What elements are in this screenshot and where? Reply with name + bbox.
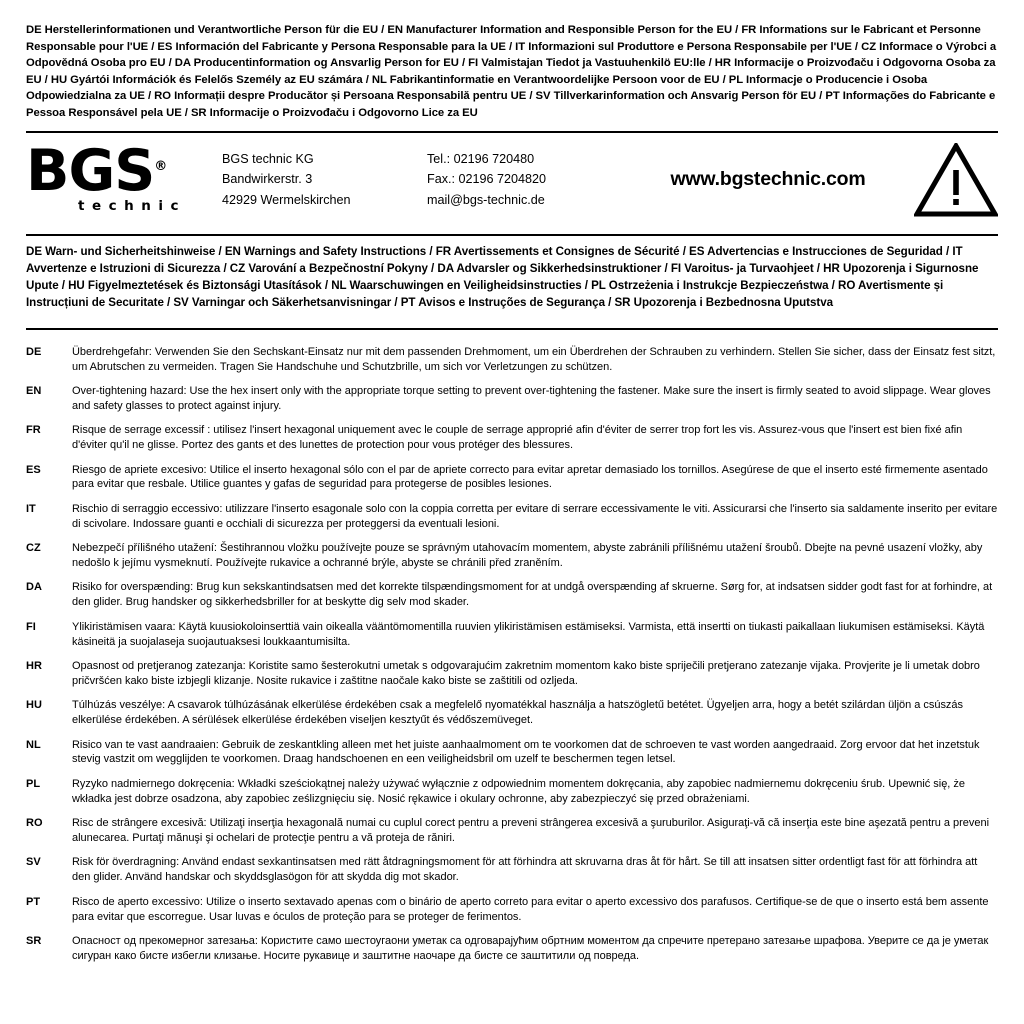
warning-row [26, 777, 998, 807]
company-street: Bandwirkerstr. 3 [222, 172, 313, 187]
warning-text: Risco de aperto excessivo: Utilize o inserto sextavado apenas com o binário de aperto correto para evitar o aperto excessivo dos parafusos. Certifique-se de que o inserto está bem assente para evitar que escorregue. Usar luvas e óculos de proteção para se proteger de ferimentos. [72, 895, 989, 923]
language-code: CZ [26, 542, 41, 555]
company-city: 42929 Wermelskirchen [222, 192, 351, 207]
warning-row [26, 423, 998, 453]
warning-text: Risk för överdragning: Använd endast sexkantinsatsen med rätt åtdragningsmoment för att förhindra att skruvarna dras åt för hårt. Se till att insatsen sitter ordentligt fast för att förhindra att den glider. Använd handskar och skyddsglasögon för att skydda dig mot skador. [72, 856, 978, 884]
language-code: SV [26, 856, 41, 869]
warning-text: Rischio di serraggio eccessivo: utilizzare l'inserto esagonale solo con la coppia corretta per evitare di serrare eccessivamente le viti. Assicurarsi che l'inserto sia saldamente inserito per evitare di scivolare. Indossare guanti e occhiali di sicurezza per proteggersi da eventuali lesioni. [72, 502, 998, 530]
warning-text: Riesgo de apriete excesivo: Utilice el inserto hexagonal sólo con el par de apriete correcto para evitar apretar demasiado los tornillos. Asegúrese de que el inserto esté firmemente asentado para evitar que resbale. Utilice guantes y gafas de seguridad para protegerse de posibles lesiones. [72, 463, 988, 491]
registered-trademark-icon: ® [154, 158, 167, 174]
section-title-warnings: DE Warn- und Sicherheitshinweise / EN Warnings and Safety Instructions / FR Avertissements et Consignes de Sécurité / ES Advertencias e Instrucciones de Seguridad / IT Avvertenze e Istruzioni di Sicurezza / CZ Varování a Bezpečnostní Pokyny / DA Advarsler og Sikkerhedsinstruktioner / FI Varoitus- ja Turvaohjeet / HR Upozorenja i Sigurnosne Upute / HU Figyelmeztetések és Biztonsági Utasítások / NL Waarschuwingen en Veiligheidsinstructies / PL Ostrzeżenia i Instrukcje Bezpieczeństwa / RO Avertismente și Instrucțiuni de Securitate / SV Varningar och Säkerhetsanvisningar / PT Avisos e Instruções de Segurança / SR Upozorenja i Bezbednosna Uputstva [26, 244, 979, 309]
language-code: IT [26, 502, 36, 515]
warning-row [26, 698, 998, 728]
warning-row [26, 580, 998, 610]
language-code: EN [26, 384, 42, 397]
warning-row [26, 620, 998, 650]
language-code: RO [26, 817, 43, 830]
warning-row [26, 345, 998, 375]
warning-text: Ryzyko nadmiernego dokręcenia: Wkładki sześciokątnej należy używać wyłącznie z odpowiednim momentem dokręcania, aby zapobiec nadmiernemu dokręceniu śrub. Upewnić się, że wkładka jest dobrze osadzona, aby zapobiec ześlizgnięciu się. Nosić rękawice i okulary ochronne, aby zabezpieczyć się przed obrażeniami. [72, 777, 965, 805]
bgs-logo [26, 137, 222, 215]
warning-text: Risiko for overspænding: Brug kun sekskantindsatsen med det korrekte tilspændingsmoment for at undgå overspænding af skruerne. Sørg for, at indsatsen sidder godt fast for at forhindre, at den glider. Brug handsker og sikkerhedsbriller for at beskytte dig selv mod skader. [72, 581, 993, 609]
warning-text: Risico van te vast aandraaien: Gebruik de zeskantkling alleen met het juiste aanhaalmoment om te voorkomen dat de schroeven te vast worden aangedraaid. Zorg ervoor dat het inzetstuk stevig vastzit om wegglijden te voorkomen. Draag handschoenen en een veiligheidsbril om uzelf te beschermen tegen letsel. [72, 738, 980, 766]
language-code: PT [26, 895, 41, 908]
company-contact [427, 149, 642, 211]
bgs-logo-wordmark [26, 137, 222, 204]
bgs-logo-text: BGS [26, 137, 155, 204]
language-code: DA [26, 581, 42, 594]
manufacturer-info-header: DE Herstellerinformationen und Verantwortliche Person für die EU / EN Manufacturer Information and Responsible Person for the EU / FR Informations sur le Fabricant et Personne Responsable pour l'UE / ES Información del Fabricante y Persona Responsable para la UE / IT Informazioni sul Produttore e Persona Responsabile per l'UE / CZ Informace o Výrobci a Odpovědná Osoba pro EU / DA Producentinformation og Ansvarlig Person for EU / FI Valmistajan Tiedot ja Vastuuhenkilö EU:lle / HR Informacije o Proizvođaču i Odgovorna Osoba za EU / HU Gyártói Információk és Felelős Személy az EU számára / NL Fabrikantinformatie en Verantwoordelijke Persoon voor de EU / PL Informacje o Producencie i Osoba Odpowiedzialna za UE / RO Informații despre Producător și Persoana Responsabilă pentru UE / SV Tillverkarinformation och Ansvarig Person för EU / PT Informações do Fabricante e Pessoa Responsável pela UE / SR Informacije o Proizvođaču i Odgovorno Lice za EU [26, 24, 997, 119]
company-name: BGS technic KG [222, 151, 314, 166]
warning-row [26, 541, 998, 571]
company-fax: Fax.: 02196 7204820 [427, 172, 547, 187]
warning-text: Nebezpečí přílišného utažení: Šestihrannou vložku používejte pouze se správným utahovacím momentem, abyste zabránili přílišnému utažení šroubů. Dbejte na pevné usazení vložky, aby nedošlo k jejímu vysmeknutí. Používejte rukavice a ochranné brýle, abyste se chránili před zraněním. [72, 542, 983, 569]
company-information-band [26, 133, 998, 225]
warning-text: Opasnost od pretjeranog zatezanja: Koristite samo šesterokutni umetak s odgovarajućim zakretnim momentom kako biste spriječili pretjerano zatezanje vijaka. Provjerite je li umetak dobro pričvršćen kako biste izbjegli klizanje. Nosite rukavice i zaštitne naočale kako biste se zaštitili od ozljeda. [72, 659, 980, 687]
language-code: HR [26, 659, 42, 672]
warning-row [26, 659, 998, 689]
warning-triangle-wrap [912, 143, 998, 217]
language-code: ES [26, 463, 41, 476]
language-code: FR [26, 424, 41, 437]
warning-row [26, 855, 998, 885]
warning-text: Опасност од прекомерног затезања: Користите само шестоугаони уметак са одговарајућим обртним моментом да спречите претерано затезање шрафова. Уверите се да је уметак сигуран како бисте избегли клизање. Носите рукавице и заштитне наочаре да бисте се заштитили од повреда. [72, 934, 989, 962]
language-code: HU [26, 699, 42, 712]
company-website[interactable]: www.bgstechnic.com [670, 168, 866, 191]
warning-row [26, 384, 998, 414]
warning-text: Ylikiristämisen vaara: Käytä kuusiokoloinserttiä vain oikealla vääntömomentilla ruuvien ylikiristämisen estämiseksi. Varmista, että insertti on tiukasti paikallaan liukumisen estämiseksi. Käytä käsineitä ja suojalaseja suojautuaksesi loukkaantumisilta. [72, 620, 985, 648]
warning-text: Überdrehgefahr: Verwenden Sie den Sechskant-Einsatz nur mit dem passenden Drehmoment, um ein Überdrehen der Schrauben zu verhindern. Stellen Sie sicher, dass der Einsatz fest sitzt, um Abrutschen zu vermeiden. Tragen Sie Handschuhe und Schutzbrille, um sich vor Verletzungen zu schützen. [72, 345, 996, 373]
warning-text: Over-tightening hazard: Use the hex insert only with the appropriate torque setting to prevent over-tightening the fastener. Make sure the insert is firmly seated to avoid slippage. Wear gloves and safety glasses to protect against injury. [72, 384, 991, 412]
warning-text: Túlhúzás veszélye: A csavarok túlhúzásának elkerülése érdekében csak a megfelelő nyomatékkal használja a hatszögletű betétet. Ügyeljen arra, hogy a betét szilárdan üljön a csúszás elkerülése érdekében. A sérülések elkerülése érdekében viseljen kesztyűt és védőszemüveget. [72, 699, 963, 727]
bgs-logo-subtitle: technic [78, 198, 186, 215]
language-code: FI [26, 620, 36, 633]
language-code: PL [26, 777, 41, 790]
language-code: SR [26, 934, 42, 947]
company-address [222, 149, 427, 211]
warning-row [26, 738, 998, 768]
warning-text: Risque de serrage excessif : utilisez l'insert hexagonal uniquement avec le couple de serrage approprié afin d'éviter de serrer trop fort les vis. Assurez-vous que l'insert est bien fixé afin d'éviter qu'il ne glisse. Portez des gants et des lunettes de protection pour vous protéger des blessures. [72, 424, 963, 452]
warning-row [26, 502, 998, 532]
company-telephone: Tel.: 02196 720480 [427, 151, 535, 166]
language-code: DE [26, 345, 42, 358]
warning-triangle-icon [914, 143, 998, 217]
warning-row [26, 463, 998, 493]
warning-row [26, 934, 998, 964]
warning-text: Risc de strângere excesivă: Utilizaţi inserţia hexagonală numai cu cuplul corect pentru a preveni strângerea excesivă a şuruburilor. Asiguraţi-vă că inserţia este bine aşezată pentru a preveni alunecarea. Purtaţi mănuşi şi ochelari de protecţie pentru a vă proteja de răniri. [72, 817, 989, 844]
warning-row [26, 816, 998, 846]
company-email[interactable]: mail@bgs-technic.de [427, 192, 545, 207]
language-code: NL [26, 738, 41, 751]
warning-row [26, 895, 998, 925]
warnings-list [26, 330, 998, 964]
